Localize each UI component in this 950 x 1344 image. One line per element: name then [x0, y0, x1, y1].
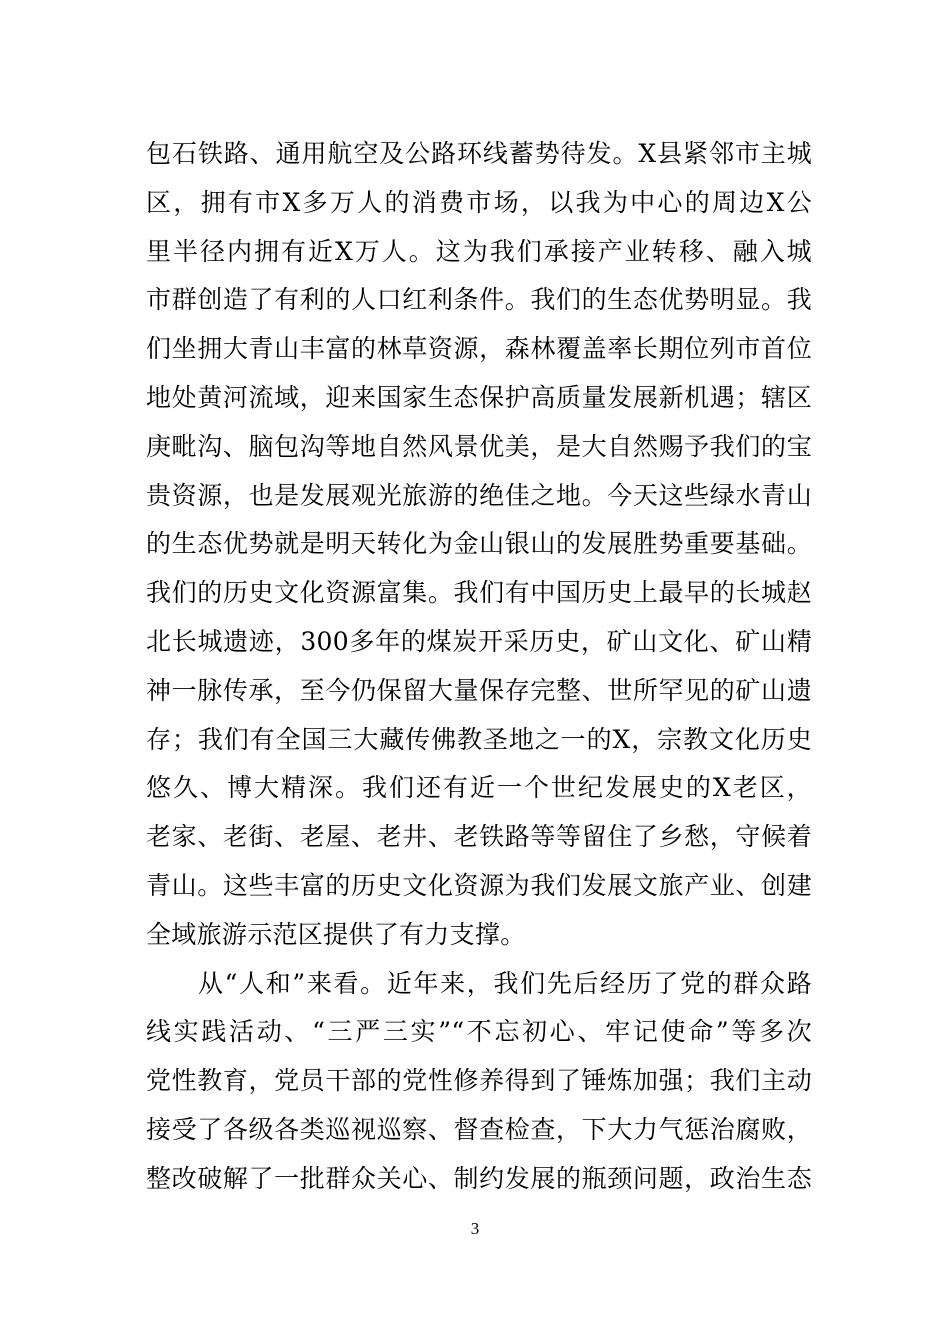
text-line: 接受了各级各类巡视巡察、督查检查，下大力气惩治腐败，	[146, 1114, 812, 1144]
text-line: 存；我们有全国三大藏传佛教圣地之一的X，宗教文化历史	[146, 724, 812, 754]
body-text	[146, 130, 812, 1204]
text-line: 里半径内拥有近X万人。这为我们承接产业转移、融入城	[146, 236, 812, 266]
text-line: 庚毗沟、脑包沟等地自然风景优美，是大自然赐予我们的宝	[146, 431, 812, 461]
text-line: 们坐拥大青山丰富的林草资源，森林覆盖率长期位列市首位	[146, 334, 812, 364]
text-line: 老家、老街、老屋、老井、老铁路等等留住了乡愁，守候着	[146, 822, 812, 852]
page-number: 3	[470, 1219, 480, 1238]
text-line: 整改破解了一批群众关心、制约发展的瓶颈问题，政治生态	[146, 1163, 812, 1193]
text-line: 线实践活动、“三严三实”“不忘初心、牢记使命”等多次	[146, 1017, 812, 1047]
text-line: 悠久、博大精深。我们还有近一个世纪发展史的X老区，	[146, 773, 812, 803]
text-line: 地处黄河流域，迎来国家生态保护高质量发展新机遇；辖区	[146, 382, 812, 412]
text-line: 神一脉传承，至今仍保留大量保存完整、世所罕见的矿山遗	[146, 675, 812, 705]
text-line: 贵资源，也是发展观光旅游的绝佳之地。今天这些绿水青山	[146, 480, 812, 510]
text-line: 区，拥有市X多万人的消费市场，以我为中心的周边X公	[146, 187, 812, 217]
text-line-paragraph-end: 全域旅游示范区提供了有力支撑。	[146, 919, 526, 949]
text-line: 党性教育，党员干部的党性修养得到了锤炼加强；我们主动	[146, 1066, 812, 1096]
text-line: 市群创造了有利的人口红利条件。我们的生态优势明显。我	[146, 285, 812, 315]
text-line: 的生态优势就是明天转化为金山银山的发展胜势重要基础。	[146, 529, 812, 559]
text-line: 包石铁路、通用航空及公路环线蓄势待发。X县紧邻市主城	[146, 139, 812, 168]
text-line: 我们的历史文化资源富集。我们有中国历史上最早的长城赵	[146, 578, 812, 608]
text-line: 北长城遗迹，300多年的煤炭开采历史，矿山文化、矿山精	[146, 626, 812, 656]
text-line: 青山。这些丰富的历史文化资源为我们发展文旅产业、创建	[146, 870, 812, 900]
text-line-paragraph-start: 从“人和”来看。近年来，我们先后经历了党的群众路	[198, 968, 812, 998]
